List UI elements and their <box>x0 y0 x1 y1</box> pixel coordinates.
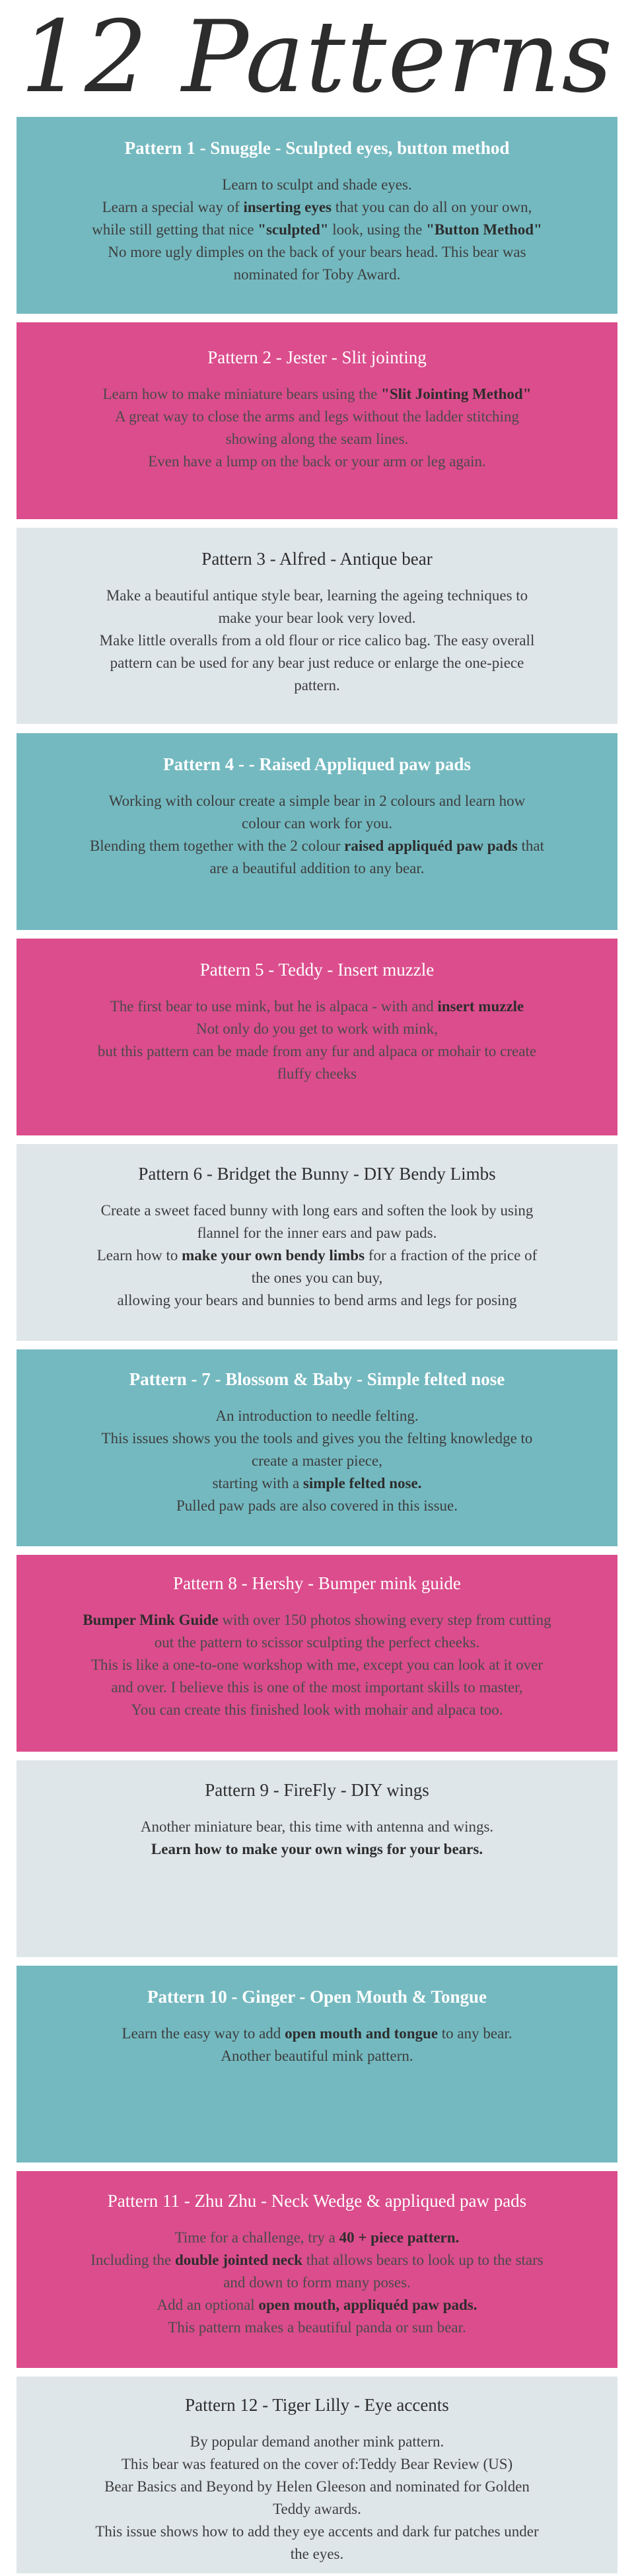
pattern-card-6 <box>17 1144 617 1341</box>
description-line <box>43 652 591 674</box>
emphasis-text: "Slit Jointing Method" <box>381 386 532 402</box>
pattern-description-7 <box>43 1405 591 1517</box>
description-line <box>43 812 591 835</box>
description-line <box>43 2453 591 2476</box>
text-run: Teddy awards. <box>273 2501 361 2517</box>
description-line <box>43 835 591 857</box>
pattern-card-9 <box>17 1760 617 1957</box>
pattern-heading-1: Pattern 1 - Snuggle - Sculpted eyes, button method <box>124 138 510 158</box>
description-line <box>43 629 591 652</box>
description-line <box>43 450 591 473</box>
description-line <box>43 241 591 264</box>
emphasis-text: Bumper Mink Guide <box>83 1612 219 1628</box>
text-run: This bear was featured on the cover of:Teddy Bear Review (US) <box>121 2456 513 2472</box>
description-line <box>43 2227 591 2249</box>
text-run: and down to form many poses. <box>223 2274 411 2291</box>
text-run: look, using the <box>328 221 427 238</box>
text-run: colour can work for you. <box>241 815 392 832</box>
text-run: Another beautiful mink pattern. <box>221 2048 413 2064</box>
text-run: This is like a one-to-one workshop with me, except you can look at it over <box>90 1657 544 1673</box>
description-line <box>43 1838 591 1861</box>
text-run: that you can do all on your own, <box>332 199 532 215</box>
text-run: This issues shows you the tools and gives you the felting knowledge to <box>101 1430 533 1447</box>
text-run: A great way to close the arms and legs without the ladder stitching <box>115 408 519 425</box>
text-run: make your bear look very loved. <box>218 610 416 626</box>
text-run: Learn how to make miniature bears using the <box>102 386 382 402</box>
description-line <box>43 607 591 629</box>
description-line <box>43 264 591 286</box>
text-run: No more ugly dimples on the back of your bears head. This bear was <box>108 244 526 260</box>
text-run: fluffy cheeks <box>277 1065 357 1082</box>
description-line <box>43 1040 591 1063</box>
description-line <box>43 995 591 1018</box>
emphasis-text: "Button Method" <box>426 221 542 238</box>
description-line <box>43 1676 591 1699</box>
emphasis-text: open mouth, appliquéd paw pads. <box>258 2297 477 2313</box>
description-line <box>43 2272 591 2294</box>
description-line <box>43 2045 591 2067</box>
text-run: that allows bears to look up to the stars <box>302 2252 544 2268</box>
pattern-card-7 <box>17 1349 617 1546</box>
text-run: Bear Basics and Beyond by Helen Gleeson and nominated for Golden <box>104 2478 530 2495</box>
description-line <box>43 1289 591 1312</box>
description-line <box>43 196 591 219</box>
pattern-heading-8: Pattern 8 - Hershy - Bumper mink guide <box>173 1573 461 1593</box>
text-run: but this pattern can be made from any fur and alpaca or mohair to create <box>97 1043 537 1059</box>
description-line <box>43 1472 591 1495</box>
text-run: Make a beautiful antique style bear, learning the ageing techniques to <box>106 587 528 604</box>
description-line <box>43 1063 591 1085</box>
pattern-card-2 <box>17 322 617 519</box>
pattern-card-10 <box>17 1966 617 2163</box>
text-run: Working with colour create a simple bear in 2 colours and learn how <box>108 793 526 809</box>
text-run: Create a sweet faced bunny with long ears and soften the look by using <box>100 1202 534 1219</box>
text-run: to any bear. <box>438 2025 512 2042</box>
text-run: pattern can be used for any bear just reduce or enlarge the one-piece <box>110 655 524 671</box>
pattern-heading-9: Pattern 9 - FireFly - DIY wings <box>205 1780 429 1800</box>
pattern-card-3 <box>17 528 617 724</box>
emphasis-text: 40 + piece pattern. <box>339 2229 460 2246</box>
description-line <box>43 219 591 241</box>
pattern-description-5 <box>43 995 591 1085</box>
pattern-description-4 <box>43 790 591 880</box>
text-run: that <box>517 838 545 854</box>
emphasis-text: "sculpted" <box>258 221 329 238</box>
text-run: Even have a lump on the back or your arm or leg again. <box>148 453 486 470</box>
pattern-heading-6: Pattern 6 - Bridget the Bunny - DIY Bendy Limbs <box>138 1164 496 1184</box>
text-run: showing along the seam lines. <box>225 431 409 447</box>
emphasis-text: double jointed neck <box>175 2252 302 2268</box>
text-run: Time for a challenge, try a <box>174 2229 339 2246</box>
description-line <box>43 1699 591 1721</box>
text-run: Not only do you get to work with mink, <box>195 1020 439 1037</box>
description-line <box>43 585 591 607</box>
description-line <box>43 1816 591 1838</box>
pattern-card-11 <box>17 2171 617 2368</box>
text-run: Blending them together with the 2 colour <box>89 838 345 854</box>
emphasis-text: inserting eyes <box>243 199 332 215</box>
pattern-heading-7: Pattern - 7 - Blossom & Baby - Simple felted nose <box>129 1369 505 1389</box>
text-run: Add an optional <box>157 2297 259 2313</box>
pattern-description-3 <box>43 585 591 697</box>
text-run: You can create this finished look with mohair and alpaca too. <box>131 1701 503 1718</box>
description-line <box>43 790 591 812</box>
text-run: An introduction to needle felting. <box>215 1408 419 1424</box>
pattern-heading-10: Pattern 10 - Ginger - Open Mouth & Tongue <box>147 1987 487 2007</box>
description-line <box>43 1267 591 1289</box>
description-line <box>43 674 591 697</box>
description-line <box>43 857 591 880</box>
text-run: This pattern makes a beautiful panda or sun bear. <box>168 2319 466 2336</box>
emphasis-text: raised appliquéd paw pads <box>344 838 518 854</box>
pattern-heading-4: Pattern 4 - - Raised Appliqued paw pads <box>163 754 471 774</box>
emphasis-text: insert muzzle <box>437 998 524 1015</box>
description-line <box>43 1654 591 1676</box>
text-run: Learn the easy way to add <box>122 2025 285 2042</box>
pattern-card-4 <box>17 733 617 930</box>
text-run: starting with a <box>212 1475 303 1491</box>
text-run: out the pattern to scissor sculpting the perfect cheeks. <box>154 1634 480 1651</box>
text-run: This issue shows how to add they eye accents and dark fur patches under <box>95 2523 539 2540</box>
description-line <box>43 1222 591 1244</box>
description-line <box>43 1018 591 1040</box>
text-run: The first bear to use mink, but he is alpaca - with and <box>110 998 438 1015</box>
pattern-heading-12: Pattern 12 - Tiger Lilly - Eye accents <box>185 2395 449 2415</box>
description-line <box>43 174 591 196</box>
text-run: the eyes. <box>290 2546 344 2562</box>
text-run: Pulled paw pads are also covered in this issue. <box>176 1497 458 1514</box>
pattern-card-1 <box>17 117 617 314</box>
pattern-description-12 <box>43 2431 591 2565</box>
description-line <box>43 1495 591 1517</box>
pattern-description-6 <box>43 1199 591 1312</box>
text-run: and over. I believe this is one of the most important skills to master, <box>111 1679 523 1696</box>
text-run: Including the <box>90 2252 175 2268</box>
description-line <box>43 383 591 406</box>
text-run: Learn a special way of <box>102 199 244 215</box>
text-run: nominated for Toby Award. <box>233 266 401 283</box>
text-run: Another miniature bear, this time with antenna and wings. <box>140 1818 494 1835</box>
description-line <box>43 2498 591 2521</box>
description-line <box>43 1405 591 1427</box>
pattern-description-1 <box>43 174 591 286</box>
pattern-card-5 <box>17 939 617 1135</box>
description-line <box>43 2431 591 2453</box>
pattern-description-2 <box>43 383 591 473</box>
description-line <box>43 406 591 428</box>
text-run: the ones you can buy, <box>251 1270 383 1286</box>
pattern-heading-2: Pattern 2 - Jester - Slit jointing <box>207 347 427 367</box>
description-line <box>43 1244 591 1267</box>
text-run: flannel for the inner ears and paw pads. <box>197 1225 437 1241</box>
text-run: for a fraction of the price of <box>365 1247 538 1264</box>
pattern-heading-5: Pattern 5 - Teddy - Insert muzzle <box>199 960 435 980</box>
pattern-description-10 <box>43 2022 591 2067</box>
emphasis-text: Learn how to make your own wings for your bears. <box>151 1841 483 1857</box>
text-run: while still getting that nice <box>92 221 258 238</box>
description-line <box>43 2249 591 2272</box>
emphasis-text: open mouth and tongue <box>285 2025 439 2042</box>
pattern-description-8 <box>43 1609 591 1721</box>
pattern-card-12 <box>17 2377 617 2573</box>
description-line <box>43 428 591 450</box>
description-line <box>43 1609 591 1631</box>
emphasis-text: simple felted nose. <box>302 1475 422 1491</box>
description-line <box>43 2022 591 2045</box>
text-run: pattern. <box>294 677 340 694</box>
text-run: create a master piece, <box>252 1452 382 1469</box>
pattern-heading-3: Pattern 3 - Alfred - Antique bear <box>201 549 433 569</box>
description-line <box>43 1199 591 1222</box>
description-line <box>43 1631 591 1654</box>
description-line <box>43 1450 591 1472</box>
description-line <box>43 2521 591 2543</box>
text-run: with over 150 photos showing every step from cutting <box>218 1612 551 1628</box>
text-run: Learn to sculpt and shade eyes. <box>222 176 412 193</box>
pattern-description-9 <box>43 1816 591 1861</box>
description-line <box>43 2316 591 2339</box>
emphasis-text: make your own bendy limbs <box>182 1247 365 1264</box>
pattern-description-11 <box>43 2227 591 2339</box>
page-title: 12 Patterns <box>20 0 614 115</box>
text-run: allowing your bears and bunnies to bend arms and legs for posing <box>117 1292 517 1308</box>
text-run: By popular demand another mink pattern. <box>190 2433 444 2450</box>
description-line <box>43 2543 591 2565</box>
text-run: Learn how to <box>96 1247 182 1264</box>
text-run: Make little overalls from a old flour or rice calico bag. The easy overall <box>99 632 535 649</box>
description-line <box>43 1427 591 1450</box>
description-line <box>43 2294 591 2316</box>
pattern-heading-11: Pattern 11 - Zhu Zhu - Neck Wedge & appliqued paw pads <box>107 2191 527 2211</box>
pattern-card-8 <box>17 1555 617 1752</box>
description-line <box>43 2476 591 2498</box>
text-run: are a beautiful addition to any bear. <box>209 860 425 877</box>
